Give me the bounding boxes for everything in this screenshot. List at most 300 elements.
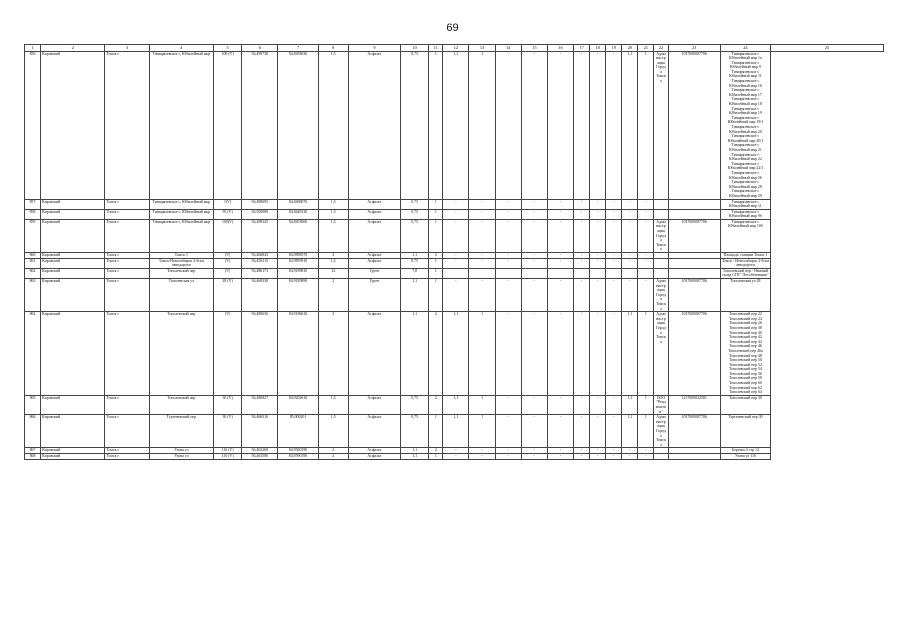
table-cell: 1,5 <box>318 219 348 252</box>
table-cell: Асфальт <box>348 209 400 219</box>
table-cell: - <box>469 219 495 252</box>
address-entry: Тимирязевское с Юбилейный мкр 20 <box>729 125 762 134</box>
table-cell: - <box>495 51 521 199</box>
address-list-cell <box>720 268 770 278</box>
table-cell: 1,1 <box>443 312 469 396</box>
table-cell: - <box>606 448 622 454</box>
table-cell: 1,1 <box>443 415 469 448</box>
table-cell: Асфальт <box>348 51 400 199</box>
table-cell: 1,1 <box>401 279 429 312</box>
table-cell: - <box>547 253 573 259</box>
address-entry: Тимирязевское с Юбилейный мкр 11 <box>729 199 762 209</box>
column-header: 23 <box>668 45 720 52</box>
table-cell: 864 <box>25 312 41 396</box>
address-list-cell <box>720 51 770 199</box>
table-cell: 1037000087706 <box>668 219 720 252</box>
table-cell: 1 <box>429 268 443 278</box>
table-cell: 116 (V) <box>214 448 242 454</box>
column-header: 15 <box>521 45 547 52</box>
table-cell: 84,9186610 <box>278 312 318 396</box>
table-cell: 1,5 <box>318 51 348 199</box>
table-cell: 1 <box>638 415 654 448</box>
table-row <box>25 453 884 459</box>
table-cell: Асфальт <box>348 453 400 459</box>
table-cell: Администрация Города Томска <box>654 415 668 448</box>
table-cell: 1 <box>429 219 443 252</box>
table-cell: 2 <box>429 312 443 396</box>
table-cell: 1,5 <box>318 395 348 414</box>
column-header: 14 <box>495 45 521 52</box>
table-cell: - <box>638 199 654 209</box>
column-header: 25 <box>771 45 884 52</box>
table-cell: 856 <box>25 51 41 199</box>
table-cell: - <box>495 209 521 219</box>
table-cell: - <box>495 415 521 448</box>
table-cell: 56,450215 <box>242 258 278 268</box>
table-cell: 56,480827 <box>242 395 278 414</box>
table-cell: Томск г <box>105 448 149 454</box>
address-entry: Тимирязевское с Юбилейный мкр 9б <box>729 209 762 219</box>
table-cell: 84,8458630 <box>278 51 318 199</box>
table-cell: - <box>590 448 606 454</box>
table-cell: 1 <box>469 415 495 448</box>
table-cell: Асфальт <box>348 219 400 252</box>
table-cell: - <box>590 209 606 219</box>
table-cell: - <box>638 209 654 219</box>
address-entry: Тополевский пер 24 <box>729 316 762 321</box>
table-cell: 30 (V) <box>214 415 242 448</box>
column-header: 5 <box>214 45 242 52</box>
table-cell: - <box>521 453 547 459</box>
table-cell: 866 <box>25 415 41 448</box>
table-cell: 1,1 <box>401 448 429 454</box>
table-row <box>25 51 884 199</box>
table-cell: 1(V) <box>214 199 242 209</box>
table-cell: - <box>574 51 590 199</box>
column-header: 3 <box>105 45 149 52</box>
table-cell <box>654 258 668 268</box>
table-cell <box>668 199 720 209</box>
table-cell: - <box>590 415 606 448</box>
address-list-cell <box>720 258 770 268</box>
table-cell: 2 <box>318 279 348 312</box>
table-cell: - <box>495 448 521 454</box>
table-cell: - <box>638 453 654 459</box>
table-cell: - <box>469 258 495 268</box>
table-cell <box>547 268 573 278</box>
table-cell: Тополевский пер <box>149 395 213 414</box>
table-cell: 85,000201 <box>278 415 318 448</box>
table-cell: 1,1 <box>622 51 638 199</box>
table-cell: - <box>495 453 521 459</box>
table-cell <box>654 268 668 278</box>
table-cell <box>521 268 547 278</box>
table-cell: (V) <box>214 268 242 278</box>
table-cell: 84,9859910 <box>278 258 318 268</box>
table-cell: (V) <box>214 253 242 259</box>
table-cell: - <box>469 453 495 459</box>
table-cell: 84,9898570 <box>278 253 318 259</box>
table-cell: 56,499738 <box>242 51 278 199</box>
column-header: 9 <box>348 45 400 52</box>
table-cell <box>495 268 521 278</box>
table-cell: 1,5 <box>318 209 348 219</box>
table-cell: 56,466843 <box>242 253 278 259</box>
table-cell: Кировский <box>41 448 105 454</box>
column-header: 6 <box>242 45 278 52</box>
address-entry: Тополевский пер 62 <box>729 385 762 390</box>
table-cell: - <box>469 279 495 312</box>
table-cell: Грунт <box>348 268 400 278</box>
table-cell: - <box>547 415 573 448</box>
table-cell: - <box>443 448 469 454</box>
address-entry: Березка 3 стр 12 <box>731 448 759 453</box>
table-cell: - <box>590 258 606 268</box>
table-cell: 1,1 <box>622 312 638 396</box>
table-cell: 56,463260 <box>242 448 278 454</box>
table-cell: 84,9202610 <box>278 395 318 414</box>
table-cell <box>638 268 654 278</box>
table-cell: Томск-Новосибирск 2-й км автодороги <box>149 258 213 268</box>
table-cell: - <box>606 258 622 268</box>
table-cell: - <box>590 279 606 312</box>
table-cell: Кировский <box>41 312 105 396</box>
table-cell: - <box>443 253 469 259</box>
table-cell: - <box>469 253 495 259</box>
table-cell: - <box>521 448 547 454</box>
address-entry: Тополевский пер - Нижний склад СПТ "Лесобетонщик" <box>722 268 769 278</box>
table-cell: 84,9189810 <box>278 268 318 278</box>
table-cell: 56,463580 <box>242 453 278 459</box>
table-cell: Кировский <box>41 51 105 199</box>
table-cell <box>654 199 668 209</box>
table-cell: Кировский <box>41 199 105 209</box>
table-cell: Асфальт <box>348 448 400 454</box>
table-cell <box>606 268 622 278</box>
table-cell: Асфальт <box>348 415 400 448</box>
table-row <box>25 199 884 209</box>
address-entry: Тополевский пер 46а <box>728 348 763 353</box>
table-cell: - <box>574 219 590 252</box>
table-cell: 116 (V) <box>214 453 242 459</box>
table-cell <box>574 268 590 278</box>
table-cell: - <box>547 279 573 312</box>
table-cell <box>668 453 720 459</box>
table-cell: - <box>574 453 590 459</box>
table-row <box>25 279 884 312</box>
table-cell: Томск г <box>105 51 149 199</box>
table-cell: 1 <box>429 209 443 219</box>
table-cell: - <box>547 448 573 454</box>
column-header: 10 <box>401 45 429 52</box>
table-cell: - <box>443 209 469 219</box>
table-cell: Томск г <box>105 219 149 252</box>
table-cell: 7,8 <box>401 268 429 278</box>
address-entry: Тополевский пер 22 <box>729 312 762 317</box>
table-row <box>25 415 884 448</box>
address-entry: Тимирязевское с Юбилейный мкр 22/1 <box>727 161 764 171</box>
address-entry: Тимирязевское с Юбилейный мкр 10б <box>728 219 763 229</box>
table-cell: 1,1 <box>401 253 429 259</box>
table-cell: 860 <box>25 253 41 259</box>
table-cell: Тимирязевское с, Юбилейный мкр <box>149 219 213 252</box>
table-cell: - <box>495 258 521 268</box>
table-cell: Томск г <box>105 279 149 312</box>
table-cell: Кировский <box>41 268 105 278</box>
address-entry: Тимирязевское с Юбилейный мкр 1а <box>729 51 762 61</box>
table-cell: - <box>547 219 573 252</box>
address-entry: Тимирязевское с Юбилейный мкр 19/1 <box>727 115 764 125</box>
table-cell: 56,486173 <box>242 268 278 278</box>
table-cell: Асфальт <box>348 258 400 268</box>
table-cell: - <box>521 219 547 252</box>
address-list-cell <box>720 395 770 414</box>
table-cell: 1,5 <box>318 199 348 209</box>
table-cell: 2 <box>429 253 443 259</box>
address-entry: Тимирязевское с Юбилейный мкр 16 <box>729 79 762 88</box>
table-cell: Асфальт <box>348 199 400 209</box>
address-entry: Тополевский пер 50 <box>729 358 762 363</box>
table-cell: (V) <box>214 312 242 396</box>
table-cell: - <box>622 209 638 219</box>
address-list-cell <box>720 219 770 252</box>
address-entry: Тополевский пер 58 <box>729 376 762 381</box>
table-cell: 1 <box>638 312 654 396</box>
table-cell: - <box>547 199 573 209</box>
table-cell: - <box>622 448 638 454</box>
table-cell: 1037000087706 <box>668 415 720 448</box>
address-entry: Тополевский пер 46 <box>729 344 762 349</box>
table-cell: - <box>606 395 622 414</box>
table-cell <box>622 268 638 278</box>
column-header: 13 <box>469 45 495 52</box>
table-cell: - <box>606 415 622 448</box>
table-cell: 3 <box>318 312 348 396</box>
table-cell: - <box>590 312 606 396</box>
table-cell: 30 (V) <box>214 395 242 414</box>
table-cell: 56,498345 <box>242 219 278 252</box>
table-cell: - <box>574 395 590 414</box>
table-cell: 865 <box>25 395 41 414</box>
table-cell: - <box>638 448 654 454</box>
table-cell: 2 <box>318 448 348 454</box>
address-entry: Тополевский пер 54 <box>729 367 762 372</box>
table-cell: Томск г <box>105 209 149 219</box>
table-cell: 56,468338 <box>242 279 278 312</box>
table-cell: Кировский <box>41 279 105 312</box>
table-cell: - <box>622 279 638 312</box>
table-cell: - <box>547 51 573 199</box>
table-cell: - <box>638 258 654 268</box>
table-cell: - <box>521 209 547 219</box>
table-cell: 1 <box>429 415 443 448</box>
table-cell: - <box>495 312 521 396</box>
table-cell: - <box>521 395 547 414</box>
table-cell: 0,75 <box>401 395 429 414</box>
table-cell: - <box>574 199 590 209</box>
table-cell: 1,5 <box>318 258 348 268</box>
address-list-cell <box>720 312 770 396</box>
table-cell: - <box>574 258 590 268</box>
column-header: 11 <box>429 45 443 52</box>
address-entry: Тополевская ул 28 <box>730 279 761 283</box>
table-cell: - <box>521 279 547 312</box>
table-cell: Кировский <box>41 219 105 252</box>
table-cell: - <box>606 312 622 396</box>
table-cell: 1 <box>638 51 654 199</box>
table-cell: - <box>574 279 590 312</box>
table-cell: - <box>469 448 495 454</box>
table-cell: - <box>547 258 573 268</box>
table-cell: 100(V) <box>214 219 242 252</box>
address-entry: Тополевский пер 30 <box>729 395 762 400</box>
table-cell: 2 <box>429 448 443 454</box>
table-cell: - <box>574 209 590 219</box>
table-cell: Томск г <box>105 258 149 268</box>
address-entry: Тимирязевское с Юбилейный мкр 28 <box>729 180 762 189</box>
table-cell: - <box>495 279 521 312</box>
address-entry: Тимирязевское с Юбилейный мкр 11 <box>729 69 762 79</box>
table-cell: - <box>622 199 638 209</box>
waste-sites-register-table <box>24 44 884 460</box>
address-entry: Тимирязевское с Юбилейный мкр 18 <box>729 97 762 107</box>
address-entry: Ухова ул 116 <box>734 453 756 458</box>
table-cell: 0,75 <box>401 258 429 268</box>
table-row <box>25 209 884 219</box>
column-header: 18 <box>590 45 606 52</box>
address-list-cell <box>720 453 770 459</box>
address-list-cell <box>720 253 770 259</box>
table-cell: 1037000087706 <box>668 51 720 199</box>
column-header: 8 <box>318 45 348 52</box>
table-cell: Кировский <box>41 209 105 219</box>
table-cell: - <box>521 199 547 209</box>
table-cell: - <box>574 415 590 448</box>
address-entry: Тополевский пер 38 <box>729 325 762 330</box>
table-cell <box>654 453 668 459</box>
address-entry: Тимирязевское с Юбилейный мкр 19 <box>729 106 762 116</box>
table-cell: - <box>606 453 622 459</box>
table-cell: 861 <box>25 258 41 268</box>
table-cell: 1 <box>638 395 654 414</box>
table-cell: 0,75 <box>401 199 429 209</box>
address-entry: Тополевский пер 60 <box>729 381 762 386</box>
table-cell: Администрация Города Томска <box>654 219 668 252</box>
table-cell: 84,9185890 <box>278 279 318 312</box>
table-cell: Кировский <box>41 415 105 448</box>
address-list-cell <box>720 209 770 219</box>
table-cell: Администрация Города Томска <box>654 279 668 312</box>
table-cell: - <box>521 253 547 259</box>
address-entry: Тополевский пер 40 <box>729 330 762 335</box>
address-entry: Тополевский пер 42 <box>729 335 762 340</box>
table-cell: Асфальт <box>348 253 400 259</box>
table-cell: 862 <box>25 268 41 278</box>
table-cell: - <box>606 253 622 259</box>
address-entry: Площадь станции Томск-1 <box>723 253 768 258</box>
table-cell: 868 <box>25 453 41 459</box>
table-cell <box>668 258 720 268</box>
table-cell: - <box>521 51 547 199</box>
table-row <box>25 258 884 268</box>
address-entry: Тополевский пер 64 <box>729 390 762 395</box>
column-header: 21 <box>638 45 654 52</box>
table-cell: - <box>606 209 622 219</box>
address-entry: Тимирязевское с Юбилейный мкр 22 <box>729 152 762 162</box>
table-cell: 1 <box>469 395 495 414</box>
column-header: 1 <box>25 45 41 52</box>
table-cell: Администрация Города Томска <box>654 51 668 199</box>
column-header: 7 <box>278 45 318 52</box>
table-cell: 2 <box>318 453 348 459</box>
table-cell: - <box>590 395 606 414</box>
table-cell: 56,480636 <box>242 312 278 396</box>
table-cell: Тополевский пер <box>149 312 213 396</box>
table-cell: 28 (V) <box>214 279 242 312</box>
table-cell: 56,498695 <box>242 199 278 209</box>
table-cell: 1,1 <box>443 395 469 414</box>
table-cell: - <box>590 219 606 252</box>
table-cell: Асфальт <box>348 395 400 414</box>
table-cell: 863 <box>25 279 41 312</box>
table-cell: Томск г <box>105 395 149 414</box>
address-entry: Тимирязевское с Юбилейный мкр 21 <box>729 143 762 152</box>
table-row <box>25 268 884 278</box>
table-cell: 56,466510 <box>242 415 278 448</box>
table-cell: 84,9560190 <box>278 448 318 454</box>
table-cell: Томск г <box>105 268 149 278</box>
table-cell: 1037000087706 <box>668 312 720 396</box>
address-entry: Тургеневский пер 30 <box>728 415 763 420</box>
table-cell: - <box>521 312 547 396</box>
table-cell: - <box>547 312 573 396</box>
table-cell: Кировский <box>41 258 105 268</box>
table-cell: 1 <box>469 51 495 199</box>
table-cell: Томск г <box>105 312 149 396</box>
table-cell: - <box>443 453 469 459</box>
column-header: 16 <box>547 45 573 52</box>
table-cell: 95 (V) <box>214 209 242 219</box>
table-cell: 1 <box>429 51 443 199</box>
table-cell: - <box>443 199 469 209</box>
table-cell: 859 <box>25 219 41 252</box>
table-cell: 2 <box>429 395 443 414</box>
address-entry: Тимирязевское с Юбилейный мкр 29 <box>729 189 762 198</box>
table-cell: - <box>443 219 469 252</box>
table-cell: - <box>622 219 638 252</box>
table-cell: Ухова ул <box>149 453 213 459</box>
table-cell: - <box>547 209 573 219</box>
table-cell: Тополевский пер <box>149 268 213 278</box>
address-list-cell <box>720 415 770 448</box>
table-cell: 12 <box>318 268 348 278</box>
table-cell: Кировский <box>41 395 105 414</box>
address-entry: Тополевский пер 52 <box>729 362 762 367</box>
table-cell: - <box>622 453 638 459</box>
table-cell: 1037000087706 <box>668 279 720 312</box>
table-cell: 100 (V) <box>214 51 242 199</box>
address-entry: Тимирязевское с Юбилейный мкр 9 <box>730 60 761 70</box>
column-header: 2 <box>41 45 105 52</box>
table-cell: - <box>606 279 622 312</box>
table-row <box>25 395 884 414</box>
table-cell: - <box>622 253 638 259</box>
table-cell: - <box>638 279 654 312</box>
table-cell: - <box>547 395 573 414</box>
table-cell: - <box>521 415 547 448</box>
table-cell: - <box>469 209 495 219</box>
table-cell: 1 <box>429 258 443 268</box>
